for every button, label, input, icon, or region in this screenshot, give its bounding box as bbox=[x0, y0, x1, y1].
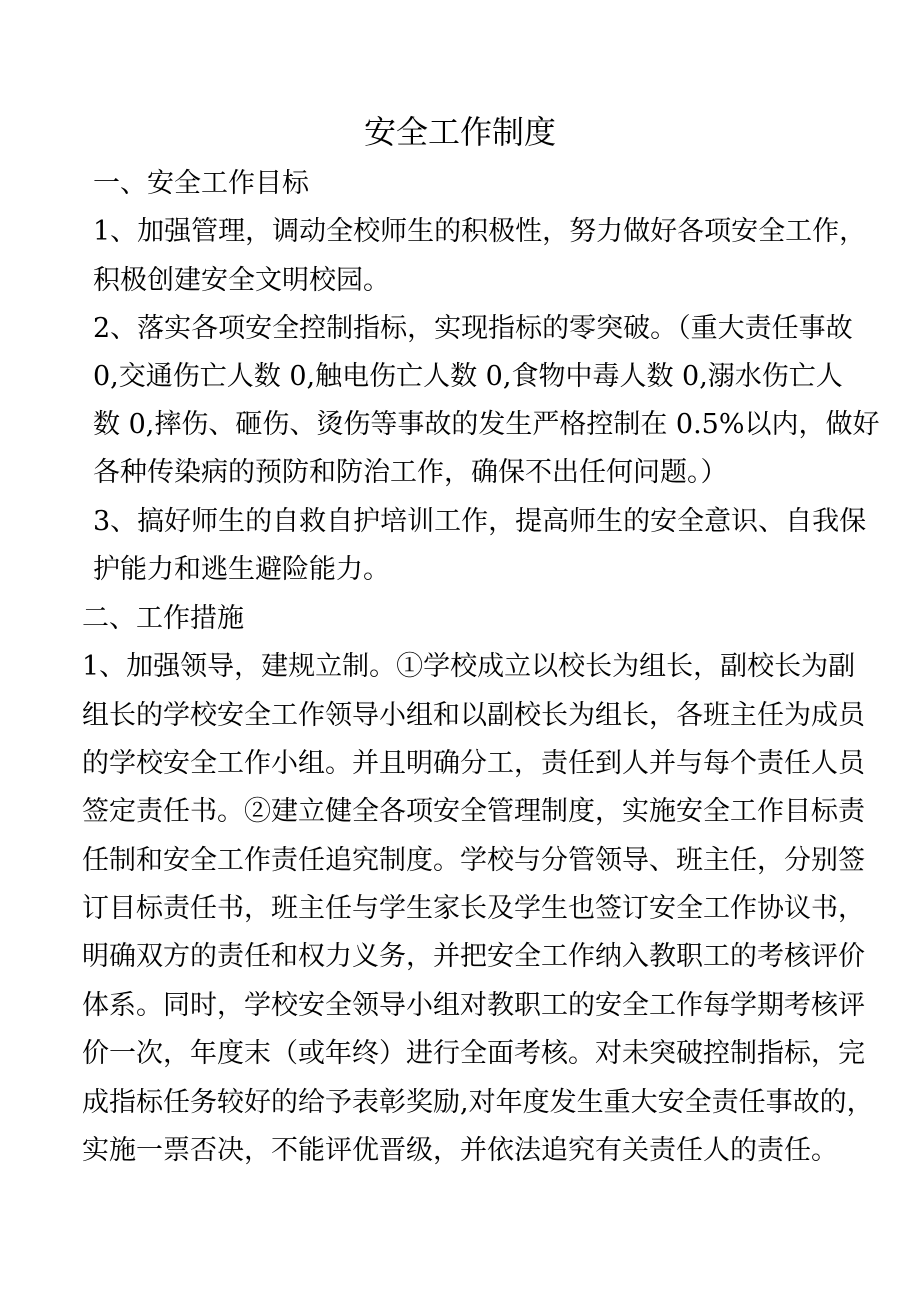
paragraph-line: 订目标责任书，班主任与学生家长及学生也签订安全工作协议书， bbox=[82, 893, 865, 924]
paragraph-line: 价一次，年度末（或年终）进行全面考核。对未突破控制指标，完 bbox=[82, 1038, 865, 1069]
paragraph-line: 组长的学校安全工作领导小组和以副校长为组长，各班主任为成员 bbox=[82, 700, 865, 731]
paragraph-line: 各种传染病的预防和防治工作，确保不出任何问题。） bbox=[93, 457, 728, 488]
paragraph-line: 1、加强领导，建规立制。①学校成立以校长为组长，副校长为副 bbox=[82, 651, 856, 682]
paragraph-line: 2、落实各项安全控制指标，实现指标的零突破。（重大责任事故 bbox=[93, 313, 853, 344]
paragraph-line: 签定责任书。②建立健全各项安全管理制度，实施安全工作目标责 bbox=[82, 796, 865, 827]
paragraph-line: 数 0,摔伤、砸伤、烫伤等事故的发生严格控制在 0.5%以内，做好 bbox=[93, 409, 880, 440]
section-heading-measures: 二、工作措施 bbox=[82, 603, 244, 634]
paragraph-line: 明确双方的责任和权力义务，并把安全工作纳入教职工的考核评价 bbox=[82, 941, 865, 972]
paragraph-line: 的学校安全工作小组。并且明确分工，责任到人并与每个责任人员 bbox=[82, 748, 865, 779]
paragraph-line: 成指标任务较好的给予表彰奖励,对年度发生重大安全责任事故的， bbox=[82, 1087, 874, 1118]
document-title: 安全工作制度 bbox=[363, 113, 556, 151]
section-heading-goals: 一、安全工作目标 bbox=[93, 168, 309, 199]
paragraph-line: 护能力和逃生避险能力。 bbox=[93, 554, 390, 585]
paragraph-line: 0,交通伤亡人数 0,触电伤亡人数 0,食物中毒人数 0,溺水伤亡人 bbox=[93, 361, 843, 392]
paragraph-line: 积极创建安全文明校园。 bbox=[93, 265, 390, 296]
paragraph-line: 实施一票否决，不能评优晋级，并依法追究有关责任人的责任。 bbox=[82, 1135, 838, 1166]
paragraph-line: 3、搞好师生的自救自护培训工作，提高师生的安全意识、自我保 bbox=[93, 506, 867, 537]
paragraph-line: 1、加强管理，调动全校师生的积极性，努力做好各项安全工作， bbox=[93, 216, 867, 247]
paragraph-line: 任制和安全工作责任追究制度。学校与分管领导、班主任，分别签 bbox=[82, 845, 865, 876]
paragraph-line: 体系。同时，学校安全领导小组对教职工的安全工作每学期考核评 bbox=[82, 990, 865, 1021]
